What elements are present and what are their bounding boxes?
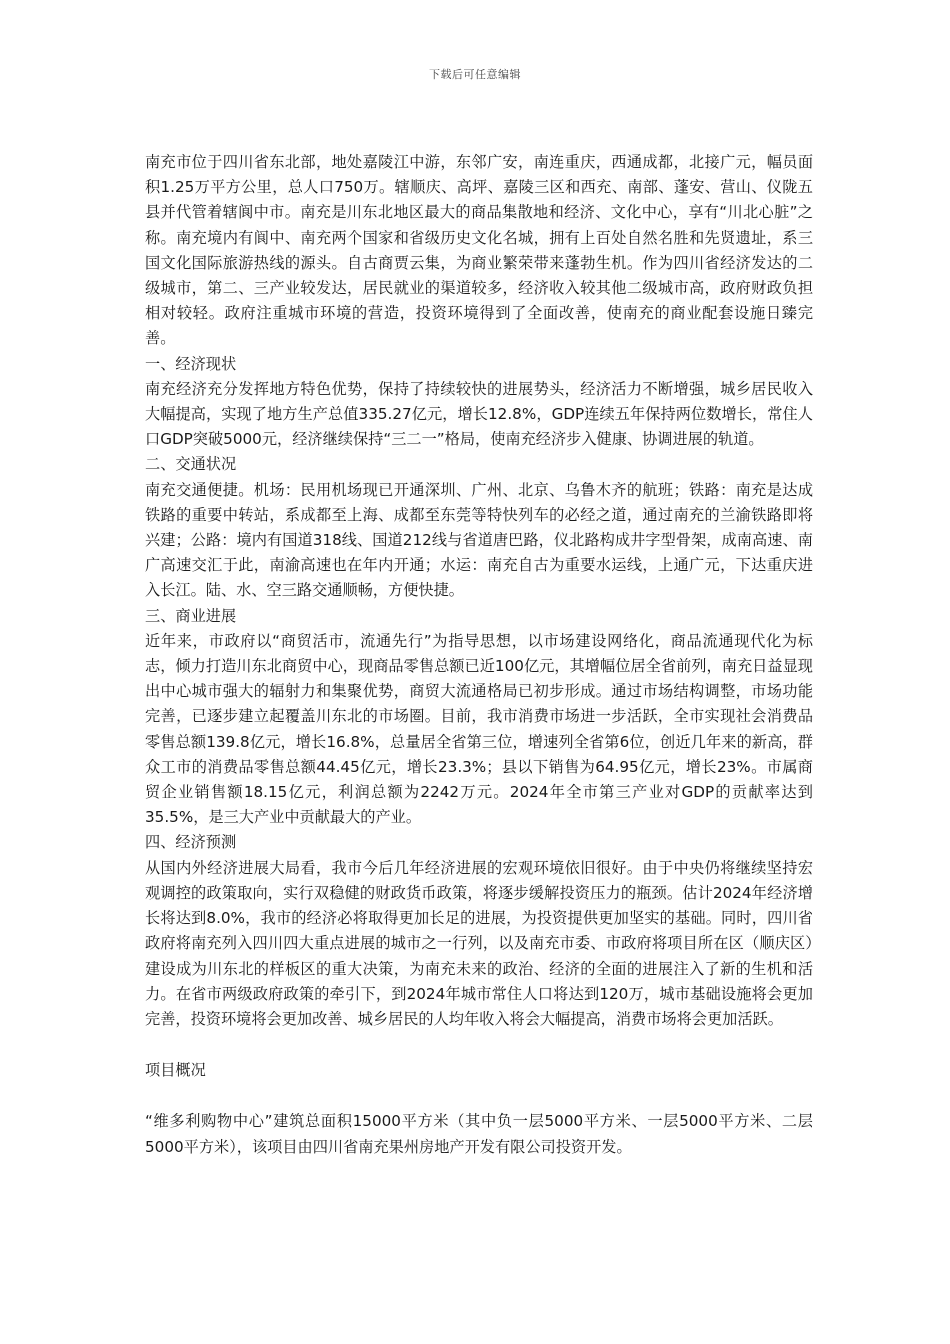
project-overview-body: “维多利购物中心”建筑总面积15000平方米（其中负一层5000平方米、一层5000平方米、二层5000平方米），该项目由四川省南充果州房地产开发有限公司投资开发。 <box>145 1112 813 1156</box>
document-body <box>145 150 813 1160</box>
section-heading-forecast: 四、经济预测 <box>145 833 237 852</box>
section-body-forecast: 从国内外经济进展大局看，我市今后几年经济进展的宏观环境依旧很好。由于中央仍将继续坚持宏观调控的政策取向，实行双稳健的财政货币政策，将逐步缓解投资压力的瓶颈。估计2024年经济增长将达到8.0%，我市的经济必将取得更加长足的进展，为投资提供更加坚实的基础。同时，四川省政府将南充列入四川四大重点进展的城市之一行列，以及南充市委、市政府将项目所在区（顺庆区）建设成为川东北的样板区的重大决策，为南充未来的政治、经济的全面的进展注入了新的生机和活力。在省市两级政府政策的牵引下，到2024年城市常住人口将达到120万，城市基础设施将会更加完善，投资环境将会更加改善、城乡居民的人均年收入将会大幅提高，消费市场将会更加活跃。 <box>145 858 813 1028</box>
section-heading-commerce: 三、商业进展 <box>145 606 237 625</box>
intro-paragraph: 南充市位于四川省东北部，地处嘉陵江中游，东邻广安，南连重庆，西通成都，北接广元，幅员面积1.25万平方公里，总人口750万。辖顺庆、高坪、嘉陵三区和西充、南部、蓬安、营山、仪陇五县并代管着辖阆中市。南充是川东北地区最大的商品集散地和经济、文化中心，享有“川北心脏”之称。南充境内有阆中、南充两个国家和省级历史文化名城，拥有上百处自然名胜和先贤遗址，系三国文化国际旅游热线的源头。自古商贾云集，为商业繁荣带来蓬勃生机。作为四川省经济发达的二级城市，第二、三产业较发达，居民就业的渠道较多，经济收入较其他二级城市高，政府财政负担相对较轻。政府注重城市环境的营造，投资环境得到了全面改善，使南充的商业配套设施日臻完善。 <box>145 153 813 348</box>
section-heading-economy: 一、经济现状 <box>145 354 237 373</box>
section-body-commerce: 近年来，市政府以“商贸活市，流通先行”为指导思想，以市场建设网络化，商品流通现代化为标志，倾力打造川东北商贸中心，现商品零售总额已近100亿元，其增幅位居全省前列，南充日益显现出中心城市强大的辐射力和集聚优势，商贸大流通格局已初步形成。通过市场结构调整，市场功能完善，已逐步建立起覆盖川东北的市场圈。目前，我市消费市场进一步活跃，全市实现社会消费品零售总额139.8亿元，增长16.8%，总量居全省第三位，增速列全省第6位，创近几年来的新高，群众工市的消费品零售总额44.45亿元，增长23.3%；县以下销售为64.95亿元，增长23%。市属商贸企业销售额18.15亿元，利润总额为2242万元。2024年全市第三产业对GDP的贡献率达到35.5%，是三大产业中贡献最大的产业。 <box>145 631 813 827</box>
section-body-transport: 南充交通便捷。机场：民用机场现已开通深圳、广州、北京、乌鲁木齐的航班；铁路：南充是达成铁路的重要中转站，系成都至上海、成都至东莞等特快列车的必经之道，通过南充的兰渝铁路即将兴建；公路：境内有国道318线、国道212线与省道唐巴路，仪北路构成井字型骨架，成南高速、南广高速交汇于此，南渝高速也在年内开通；水运：南充自古为重要水运线，上通广元，下达重庆进入长江。陆、水、空三路交通顺畅，方便快捷。 <box>145 480 813 600</box>
project-overview-heading: 项目概况 <box>145 1061 206 1080</box>
page-header-note: 下载后可任意编辑 <box>429 68 521 81</box>
section-heading-transport: 二、交通状况 <box>145 455 237 474</box>
section-body-economy: 南充经济充分发挥地方特色优势，保持了持续较快的进展势头，经济活力不断增强，城乡居民收入大幅提高，实现了地方生产总值335.27亿元，增长12.8%，GDP连续五年保持两位数增长，常住人口GDP突破5000元，经济继续保持“三二一”格局，使南充经济步入健康、协调进展的轨道。 <box>145 379 813 449</box>
